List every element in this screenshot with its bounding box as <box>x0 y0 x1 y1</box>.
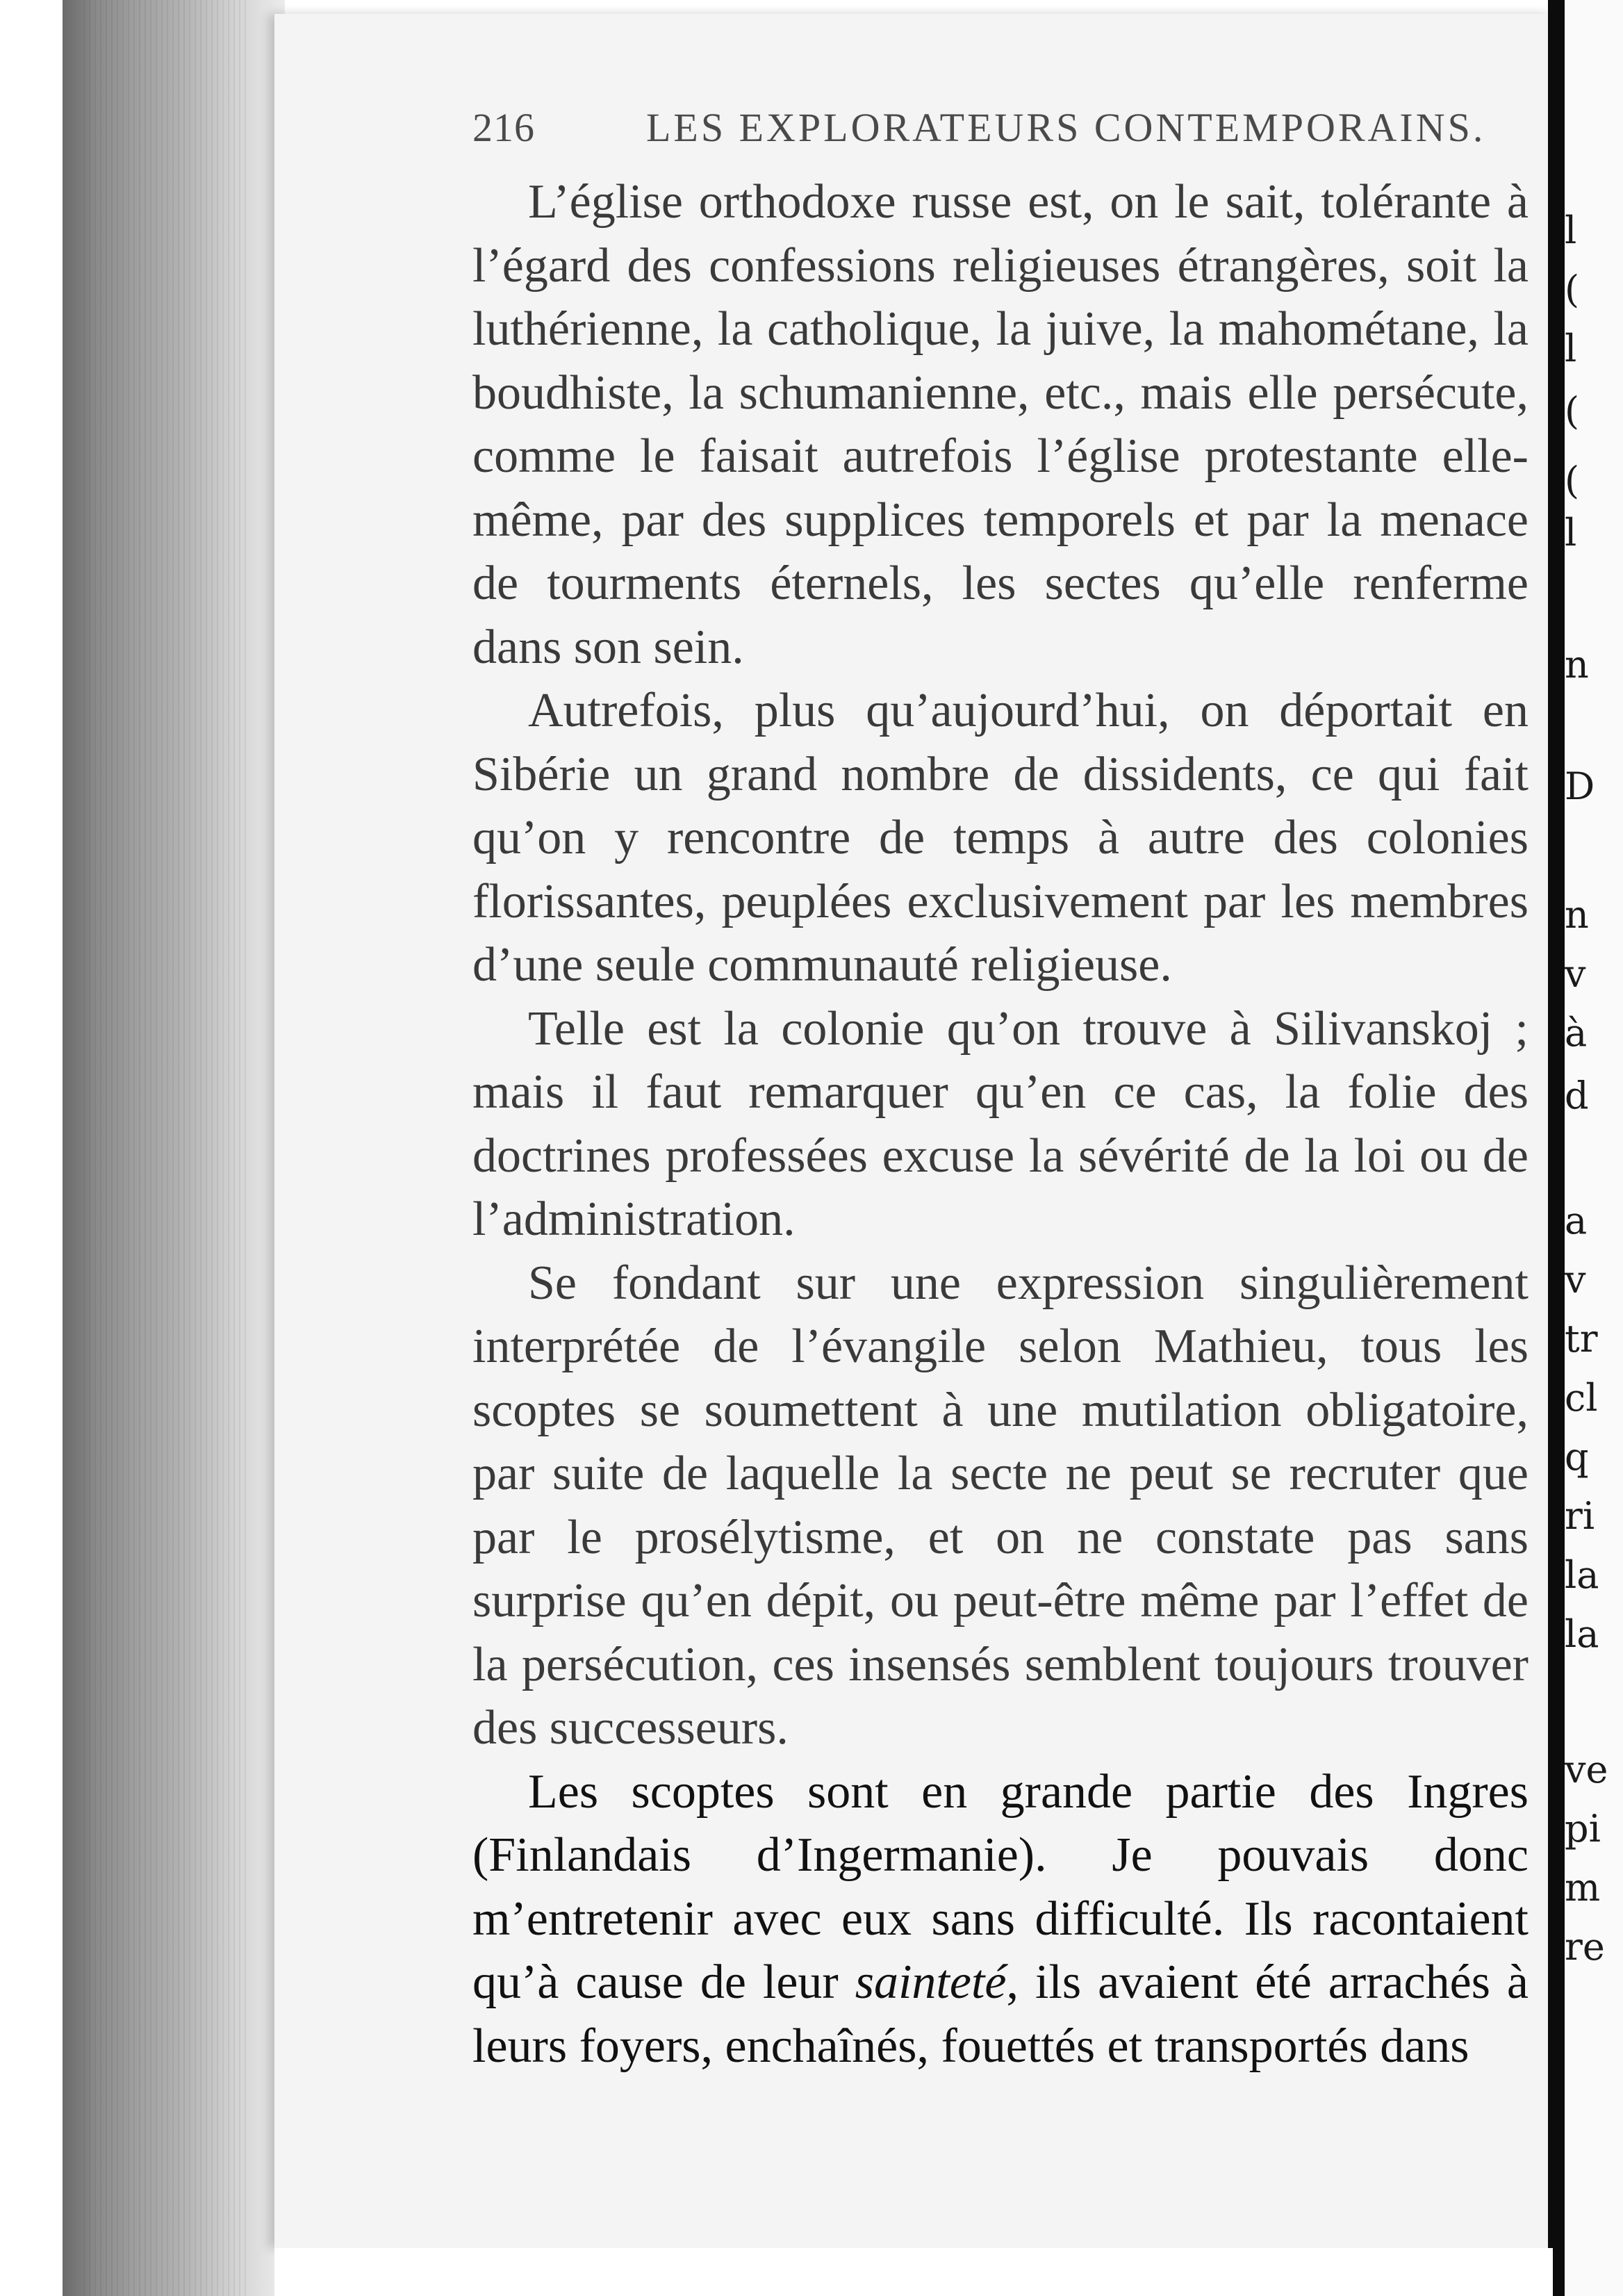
facing-fragment: tr <box>1565 1317 1598 1361</box>
page-body <box>472 170 1529 2078</box>
paragraph-2: Autrefois, plus qu’aujourd’hui, on déportait en Sibérie un grand nombre de dissidents, ce qui fait qu’on y rencontre de temps à autre des colonies florissantes, peuplées exclusivement par les membres d’une seule communauté religieuse. <box>472 684 1529 992</box>
facing-fragment: m <box>1565 1866 1601 1910</box>
facing-fragment: l <box>1565 327 1577 370</box>
facing-fragment: cl <box>1565 1376 1598 1420</box>
facing-fragment: n <box>1565 643 1589 687</box>
page-number: 216 <box>472 105 535 150</box>
facing-fragment: v <box>1565 1258 1586 1302</box>
facing-fragment: d <box>1565 1074 1589 1117</box>
facing-fragment: ( <box>1565 268 1580 311</box>
facing-page-edge <box>1565 0 1623 2296</box>
facing-fragment: l <box>1565 208 1577 252</box>
facing-fragment: la <box>1565 1553 1599 1597</box>
facing-fragment: v <box>1565 952 1586 996</box>
facing-fragment: re <box>1565 1925 1605 1969</box>
facing-fragment: à <box>1565 1011 1588 1055</box>
facing-fragment: q <box>1565 1435 1589 1479</box>
facing-fragment: a <box>1565 1199 1588 1243</box>
facing-fragment: ri <box>1565 1494 1595 1538</box>
facing-fragment: la <box>1565 1612 1599 1656</box>
paragraph-1: L’église orthodoxe russe est, on le sait, tolérante à l’égard des confessions religieuses étrangères, soit la luthérienne, la catholique, la juive, la mahométane, la boudhiste, la schumanienne, etc., mais elle persécute, comme le faisait autrefois l’église protestante elle-même, par des supplices temporels et par la menace de tourments éternels, les sectes qu’elle renferme dans son sein. <box>472 175 1529 674</box>
paragraph-5-start: Les scoptes sont en grande partie des Ingres (Finlandais d’Ingermanie). Je pouvais donc m’entretenir avec eux sans difficulté. Ils racontaient qu’à cause de leur <box>472 1764 1529 2009</box>
facing-fragment: n <box>1565 893 1589 937</box>
paragraph-4: Se fondant sur une expression singulièrement interprétée de l’évangile selon Mathieu, tous les scoptes se soumettent à une mutilation obligatoire, par suite de laquelle la secte ne peut se recruter que par le prosélytisme, et on ne constate pas sans surprise qu’en dépit, ou peut-être même par l’effet de la persécution, ces insensés semblent toujours trouver des successeurs. <box>472 1256 1529 1755</box>
book-gutter <box>1548 0 1565 2296</box>
page-edge-lines <box>83 0 250 2296</box>
facing-fragment: ( <box>1565 389 1580 433</box>
paragraph-3: Telle est la colonie qu’on trouve à Silivanskoj ; mais il faut remarquer qu’en ce cas, la folie des doctrines professées excuse la sévérité de la loi ou de l’administration. <box>472 1001 1529 1246</box>
page-bottom-margin <box>274 2248 1553 2296</box>
facing-fragment: D <box>1565 764 1595 808</box>
running-title: LES EXPLORATEURS CONTEMPORAINS. <box>646 105 1486 150</box>
facing-fragment: ( <box>1565 459 1580 502</box>
emphasis-saintete: sainteté <box>855 1955 1007 2009</box>
facing-fragment: ve <box>1565 1748 1608 1791</box>
facing-fragment: pi <box>1565 1807 1601 1851</box>
facing-fragment: l <box>1565 511 1577 555</box>
paragraph-5 <box>472 1760 1529 2078</box>
paragraph-5-end: , ils avaient été arrachés à leurs foyers, enchaînés, fouettés et transportés dans <box>472 1955 1529 2073</box>
